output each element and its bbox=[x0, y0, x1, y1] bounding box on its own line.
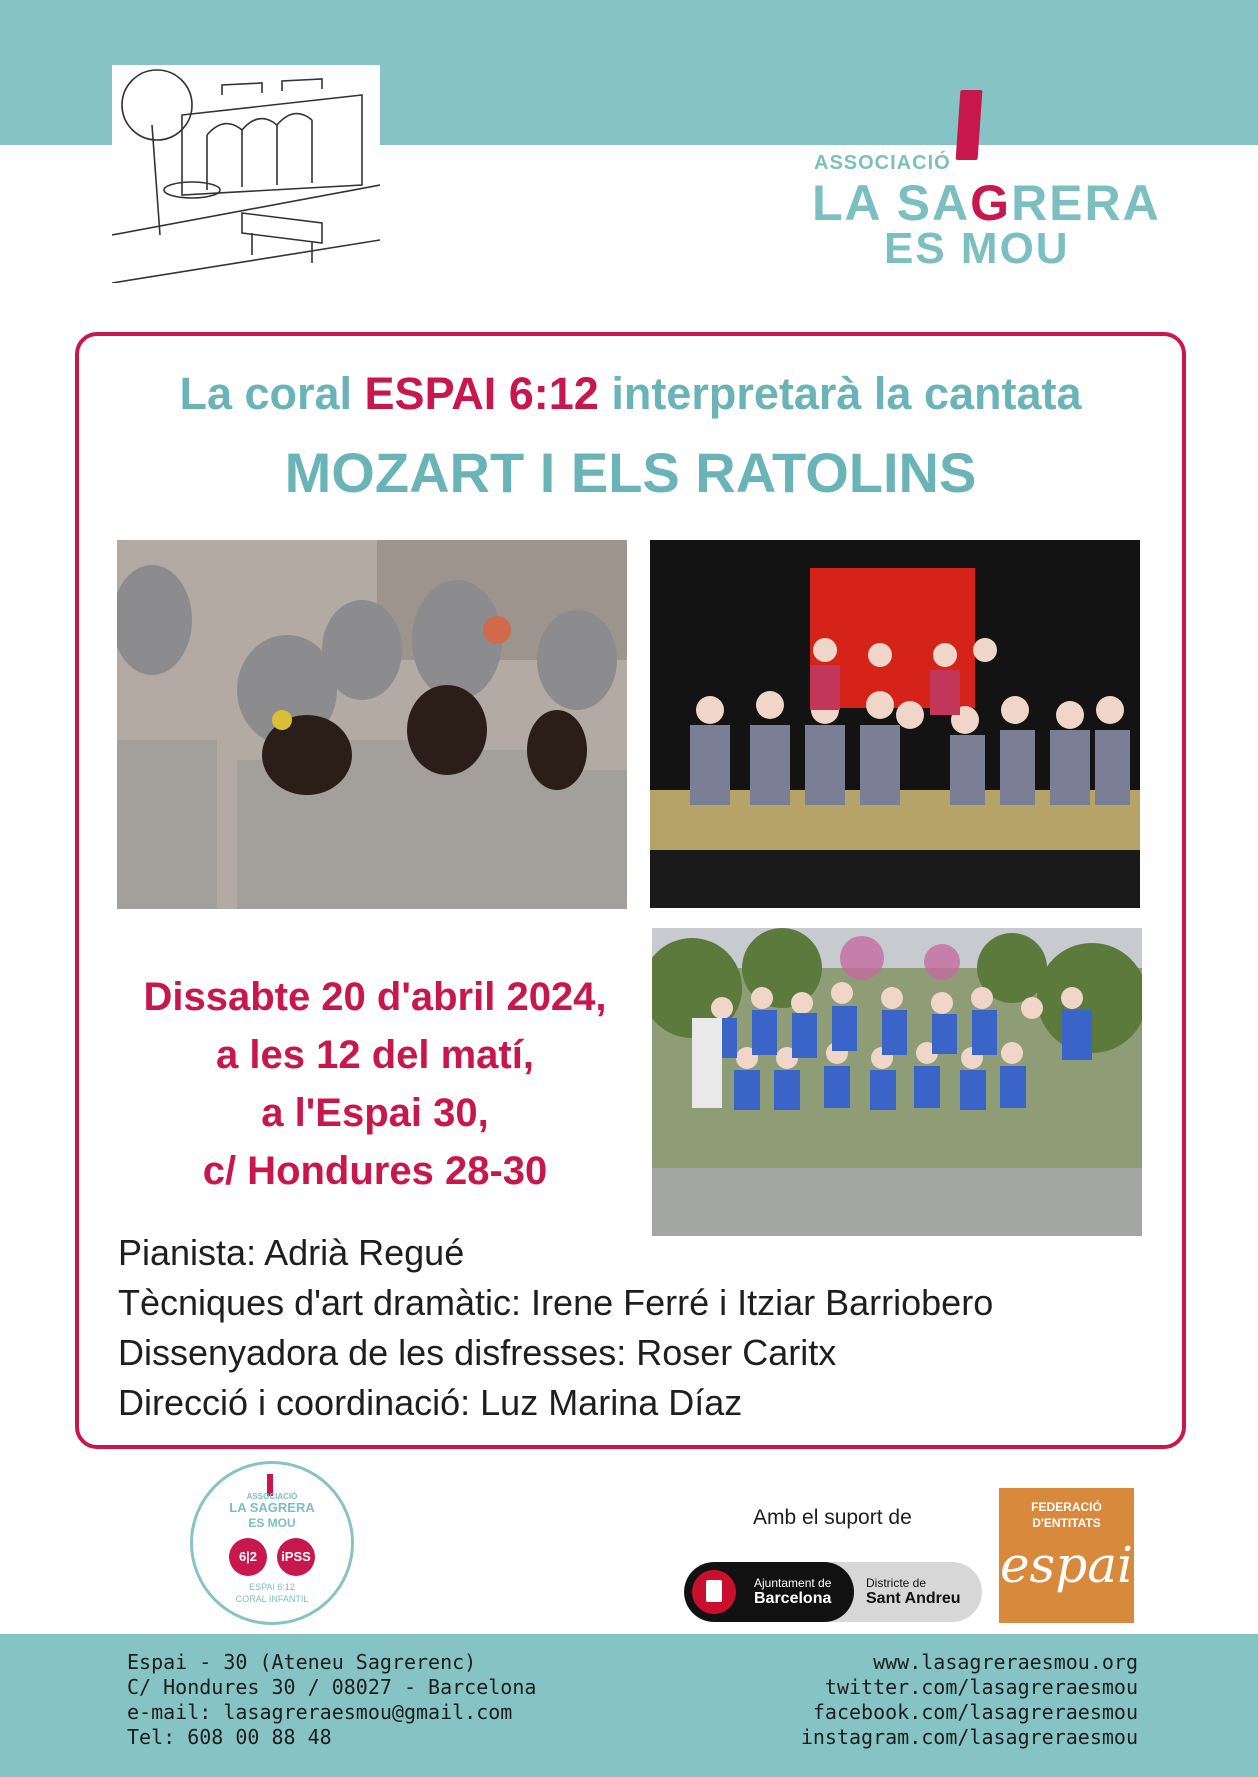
credit-pianist: Pianista: Adrià Regué bbox=[118, 1232, 465, 1273]
ajuntament-line2: Barcelona bbox=[754, 1590, 832, 1607]
event-headline bbox=[75, 368, 1186, 420]
website-link[interactable]: www.lasagreraesmou.org bbox=[873, 1650, 1138, 1674]
time-line: a les 12 del matí, bbox=[216, 1033, 534, 1077]
twitter-link[interactable]: twitter.com/lasagreraesmou bbox=[824, 1675, 1138, 1699]
coral-logo-name: LA SAGRERA bbox=[229, 1500, 315, 1515]
association-logo bbox=[800, 90, 1161, 273]
event-title: MOZART I ELS RATOLINS bbox=[284, 441, 977, 504]
coral-logo-name-line2: ES MOU bbox=[248, 1516, 296, 1530]
ipss-badge: iPSS bbox=[277, 1538, 315, 1576]
date-line: Dissabte 20 d'abril 2024, bbox=[143, 975, 607, 1019]
credit-drama: Tècniques d'art dramàtic: Irene Ferré i Itziar Barriobero bbox=[118, 1282, 994, 1323]
association-prefix: ASSOCIACIÓ bbox=[814, 152, 951, 174]
social-links bbox=[801, 1650, 1138, 1750]
contact-email[interactable]: e-mail: lasagreraesmou@gmail.com bbox=[127, 1700, 513, 1724]
coral-logo-footer1: ESPAI 6:12 bbox=[249, 1582, 295, 1592]
contact-address: C/ Hondures 30 / 08027 - Barcelona bbox=[127, 1675, 537, 1699]
barcelona-crest-icon bbox=[692, 1570, 736, 1614]
coral-logo-footer2: CORAL INFANTIL bbox=[235, 1594, 309, 1604]
federacio-espai30-logo bbox=[999, 1488, 1134, 1623]
espai30-wordmark: espai bbox=[999, 1536, 1134, 1594]
headline-pre: La coral bbox=[179, 368, 365, 419]
contact-info bbox=[127, 1650, 536, 1750]
federacio-line1: FEDERACIÓ bbox=[1031, 1500, 1102, 1514]
contact-phone: Tel: 608 00 88 48 bbox=[127, 1725, 332, 1749]
photo-choir-group-on-stage bbox=[650, 540, 1140, 908]
event-date-location bbox=[100, 968, 650, 1200]
coral-logo-prefix: ASSOCIACIÓ bbox=[246, 1492, 298, 1501]
address-line: c/ Hondures 28-30 bbox=[202, 1149, 548, 1193]
event-credits bbox=[118, 1228, 993, 1428]
ajuntament-barcelona-logo bbox=[684, 1562, 982, 1622]
association-name-start: LA SA bbox=[812, 175, 971, 231]
photo-children-in-mouse-costumes bbox=[117, 540, 627, 909]
credit-costumes: Dissenyadora de les disfresses: Roser Caritx bbox=[118, 1332, 837, 1373]
ajuntament-line1: Ajuntament de bbox=[754, 1576, 832, 1590]
districte-line2: Sant Andreu bbox=[866, 1590, 961, 1607]
support-label: Amb el suport de bbox=[753, 1506, 912, 1529]
association-name-line2: ES MOU bbox=[884, 224, 1070, 273]
headline-post: interpretarà la cantata bbox=[598, 368, 1082, 419]
association-name-end: RERA bbox=[1011, 175, 1161, 231]
districte-line1: Districte de bbox=[866, 1576, 927, 1590]
photo-choir-group-in-garden bbox=[652, 928, 1142, 1236]
exclamation-mark-icon bbox=[956, 90, 983, 160]
contact-venue: Espai - 30 (Ateneu Sagrerenc) bbox=[127, 1650, 477, 1674]
street-sketch-illustration bbox=[112, 65, 380, 283]
facebook-link[interactable]: facebook.com/lasagreraesmou bbox=[812, 1700, 1138, 1724]
coral-espai-612-logo bbox=[190, 1461, 354, 1625]
espai-612-badge: 6|2 bbox=[229, 1538, 267, 1576]
association-name-accent: G bbox=[970, 175, 1012, 231]
headline-accent: ESPAI 6:12 bbox=[364, 368, 599, 419]
venue-line: a l'Espai 30, bbox=[261, 1091, 489, 1135]
credit-direction: Direcció i coordinació: Luz Marina Díaz bbox=[118, 1382, 743, 1423]
federacio-line2: D'ENTITATS bbox=[1032, 1516, 1101, 1530]
instagram-link[interactable]: instagram.com/lasagreraesmou bbox=[800, 1725, 1138, 1749]
